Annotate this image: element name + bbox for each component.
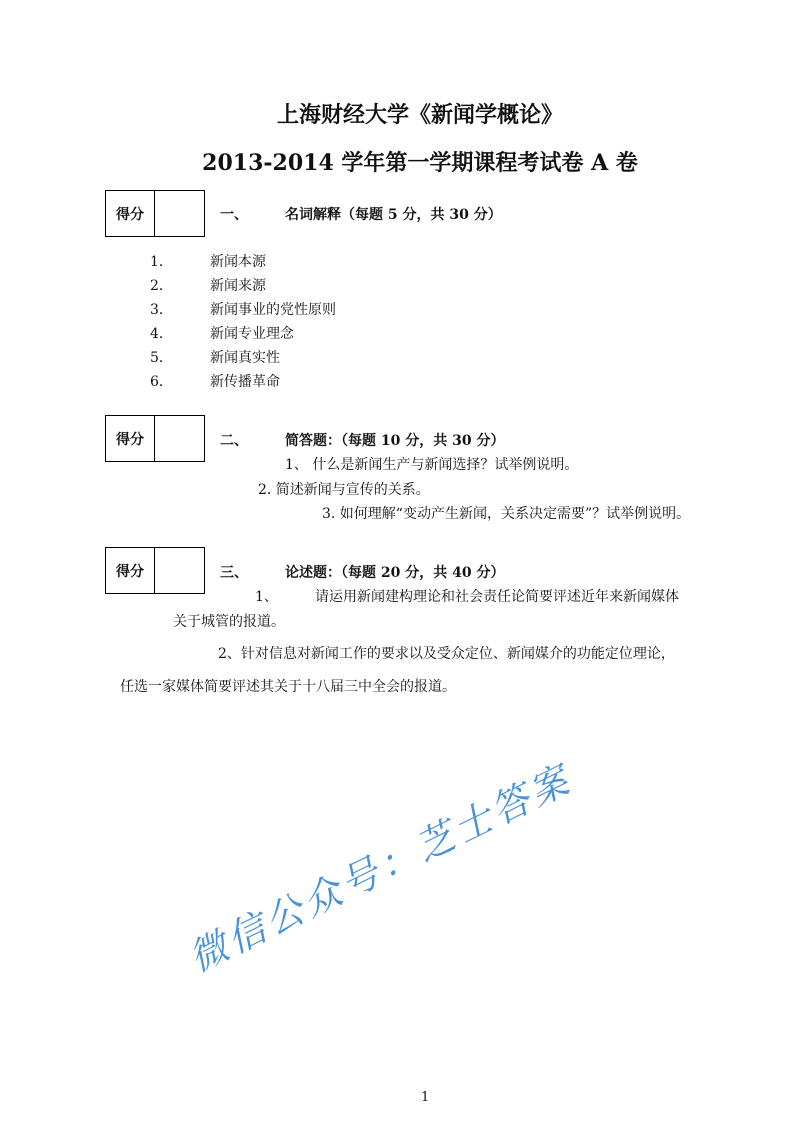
term-item: 新闻本源 [210, 254, 266, 270]
term-item: 新闻来源 [210, 278, 266, 294]
score-label: 得分 [106, 548, 155, 593]
question-3-2-line2: 任选一家媒体简要评述其关于十八届三中全会的报道。 [120, 679, 456, 695]
question-3-1-line2: 关于城管的报道。 [173, 614, 285, 630]
title-school-course: 上海财经大学《新闻学概论》 [276, 102, 563, 128]
term-item: 新闻事业的党性原则 [210, 302, 336, 318]
title-exam: 2013-2014 学年第一学期课程考试卷 A 卷 [202, 150, 638, 176]
section-3-heading: 论述题：（每题 20 分，共 40 分） [285, 565, 505, 581]
question-2-1: 1、 什么是新闻生产与新闻选择？试举例说明。 [285, 457, 579, 473]
score-value [155, 548, 204, 593]
question-2-3: 3. 如何理解“变动产生新闻，关系决定需要”？试举例说明。 [322, 506, 691, 522]
term-item: 新闻专业理念 [210, 326, 294, 342]
section-2-number: 二、 [220, 433, 248, 449]
term-item: 新传播革命 [210, 374, 280, 390]
term-number: 1． [150, 254, 173, 270]
term-number: 6． [150, 374, 173, 390]
section-3-number: 三、 [220, 565, 248, 581]
section-1-heading: 名词解释（每题 5 分，共 30 分） [285, 207, 502, 223]
term-number: 2． [150, 278, 173, 294]
question-2-2: 2. 简述新闻与宣传的关系。 [258, 482, 430, 498]
section-2-heading: 简答题：（每题 10 分，共 30 分） [285, 433, 505, 449]
score-box-1 [105, 190, 205, 237]
question-3-1-number: 1、 [255, 589, 278, 605]
score-value [155, 191, 204, 236]
score-box-3 [105, 547, 205, 594]
score-label: 得分 [106, 191, 155, 236]
question-3-2-line1: 2、针对信息对新闻工作的要求以及受众定位、新闻媒介的功能定位理论， [218, 646, 675, 662]
term-item: 新闻真实性 [210, 350, 280, 366]
watermark: 微信公众号：芝士答案 [181, 756, 579, 981]
question-3-1-line1: 请运用新闻建构理论和社会责任论简要评述近年来新闻媒体 [315, 589, 679, 605]
score-label: 得分 [106, 416, 155, 461]
score-box-2 [105, 415, 205, 462]
page-number: 1 [421, 1090, 430, 1105]
section-1-number: 一、 [220, 207, 248, 223]
score-value [155, 416, 204, 461]
term-number: 3． [150, 302, 173, 318]
term-number: 4． [150, 326, 173, 342]
term-number: 5． [150, 350, 173, 366]
